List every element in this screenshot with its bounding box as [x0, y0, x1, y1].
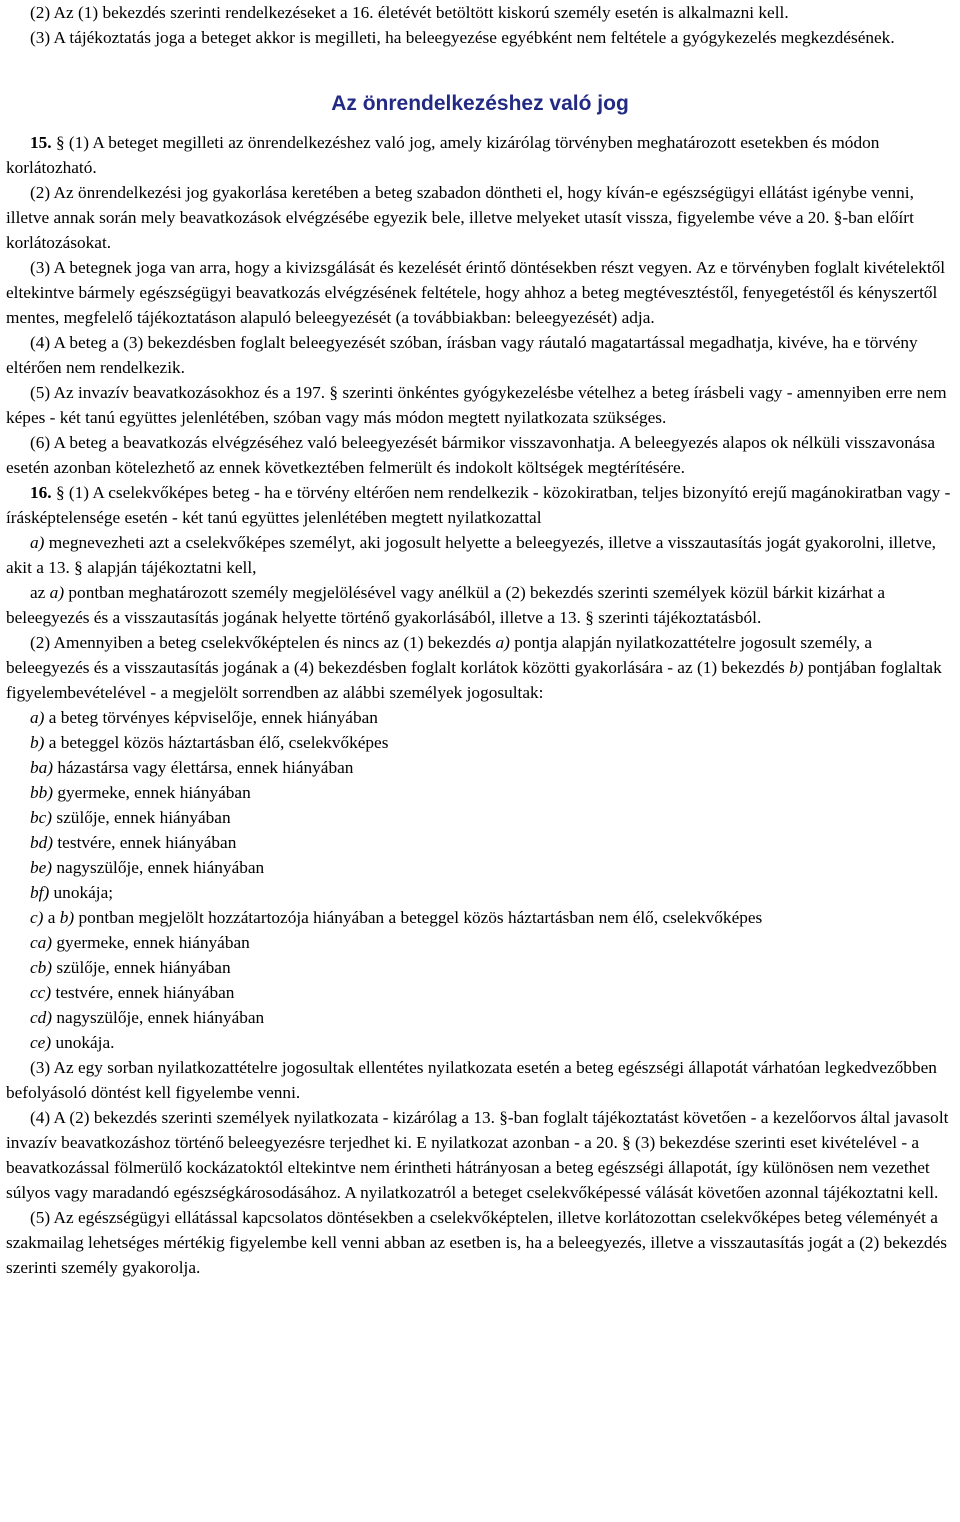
list-item — [30, 855, 954, 880]
item-marker: a) — [30, 708, 45, 727]
section-heading: Az önrendelkezéshez való jog — [331, 92, 629, 115]
list-item — [30, 930, 954, 955]
point-prefix: az — [30, 583, 46, 602]
s15-paragraph-5: (5) Az invazív beavatkozásokhoz és a 197. § szerinti önkéntes gyógykezelésbe vételhez a beteg írásbeli vagy - amennyiben erre nem képes - két tanú együttes jelenlétében, szóban vagy más módon megtett nyilatkozata szükséges. — [6, 383, 947, 427]
s15-p1-text: § (1) A beteget megilleti az önrendelkezéshez való jog, amely kizárólag törvényben meghatározott esetekben és módon korlátozható. — [6, 133, 880, 177]
item-marker: bf) — [30, 883, 50, 902]
s16-paragraph-3: (3) Az egy sorban nyilatkozattételre jogosultak ellentétes nyilatkozata esetén a beteg egészségi állapotát várhatóan legkedvezőbben befolyásoló döntést kell figyelembe venni. — [6, 1058, 937, 1102]
item-text: szülője, ennek hiányában — [56, 958, 231, 977]
item-marker: bb) — [30, 783, 54, 802]
list-item — [30, 730, 954, 755]
item-marker: bd) — [30, 833, 54, 852]
item-marker: cd) — [30, 1008, 53, 1027]
point-text: megnevezheti azt a cselekvőképes személyt, aki jogosult helyette a beleegyezés, illetve a visszautasítás jogát gyakorolni, illetve, akit a 13. § alapján tájékoztatni kell, — [6, 533, 936, 577]
s16-paragraph-2 — [6, 630, 954, 705]
list-item — [30, 805, 954, 830]
s15-paragraph-1 — [6, 130, 954, 180]
item-text: nagyszülője, ennek hiányában — [56, 858, 265, 877]
s16-paragraph-1 — [6, 480, 954, 530]
item-prefix: a — [47, 908, 56, 927]
list-item — [30, 880, 954, 905]
list-item — [30, 955, 954, 980]
item-marker: ba) — [30, 758, 54, 777]
section-number-15: 15. — [30, 133, 52, 152]
s15-paragraph-2: (2) Az önrendelkezési jog gyakorlása keretében a beteg szabadon döntheti el, hogy kíván-e egészségügyi ellátást igénybe venni, illetve annak során mely beavatkozások elvégzésébe egyezik bele, illetve melyeket utasít vissza, figyelembe véve a 20. §-ban előírt korlátozásokat. — [6, 183, 914, 252]
item-text: a beteggel közös háztartásban élő, cselekvőképes — [48, 733, 389, 752]
s15-paragraph-6: (6) A beteg a beavatkozás elvégzéséhez való beleegyezését bármikor visszavonhatja. A beleegyezés alapos ok nélküli visszavonása esetén azonban kötelezhető az ennek következtében felmerült és indokolt költségek megtérítésére. — [6, 433, 935, 477]
item-text: testvére, ennek hiányában — [55, 983, 235, 1002]
item-marker: b) — [30, 733, 45, 752]
item-text: gyermeke, ennek hiányában — [57, 783, 251, 802]
item-marker: cc) — [30, 983, 52, 1002]
list-item — [30, 705, 954, 730]
list-item — [30, 980, 954, 1005]
s16-point-b — [6, 580, 954, 630]
paragraph-2: (2) Az (1) bekezdés szerinti rendelkezéseket a 16. életévét betöltött kiskorú személy esetén is alkalmazni kell. — [30, 3, 789, 22]
point-reference: a) — [495, 633, 510, 652]
item-text: nagyszülője, ennek hiányában — [56, 1008, 265, 1027]
item-text: gyermeke, ennek hiányában — [56, 933, 250, 952]
item-text: testvére, ennek hiányában — [57, 833, 237, 852]
item-text: unokája; — [53, 883, 114, 902]
item-text: a beteg törvényes képviselője, ennek hiányában — [48, 708, 378, 727]
s15-paragraph-4: (4) A beteg a (3) bekezdésben foglalt beleegyezését szóban, írásban vagy ráutaló magatartással megadhatja, kivéve, ha e törvény eltérően nem rendelkezik. — [6, 333, 918, 377]
point-marker: a) — [30, 533, 45, 552]
p2-text-part: pontja alapján nyilatkozattételre jogosult személy, a beleegyezés és a visszautasítás jogának a (4) bekezdésben foglalt korlátok közötti gyakorlására - az (1) bekezdés — [6, 633, 873, 677]
point-text: pontban meghatározott személy megjelölésével vagy anélkül a (2) bekezdés szerinti személyek közül bárkit kizárhat a beleegyezés és a visszautasítás jogának helyette történő gyakorlásából, illetve a 13. § szerinti tájékoztatásból. — [6, 583, 886, 627]
paragraph-3: (3) A tájékoztatás joga a beteget akkor is megilleti, ha beleegyezése egyébként nem feltétele a gyógykezelés megkezdésének. — [30, 28, 895, 47]
list-item — [30, 1030, 954, 1055]
s16-paragraph-5: (5) Az egészségügyi ellátással kapcsolatos döntésekben a cselekvőképtelen, illetve korlátozottan cselekvőképes beteg véleményét a szakmailag lehetséges mértékig figyelembe kell venni abban az esetben is, ha a beleegyezés, illetve a visszautasítás jogát a (2) bekezdés szerinti személy gyakorolja. — [6, 1208, 947, 1277]
s16-paragraph-4: (4) A (2) bekezdés szerinti személyek nyilatkozata - kizárólag a 13. §-ban foglalt tájékoztatást követően - a kezelőorvos által javasolt invazív beavatkozáshoz történő beleegyezésre terjedhet ki. E nyilatkozat azonban - a 20. § (3) bekezdése szerinti eset kivételével - a beavatkozással fölmerülő kockázatoktól eltekintve nem érintheti hátrányosan a beteg egészségi állapotát, így különösen nem vezethet súlyos vagy maradandó egészségkárosodásához. A nyilatkozatról a beteget cselekvőképessé válását követően azonnal tájékoztatni kell. — [6, 1108, 949, 1202]
item-marker: be) — [30, 858, 53, 877]
list-item — [30, 1005, 954, 1030]
point-reference: b) — [789, 658, 804, 677]
item-text: pontban megjelölt hozzátartozója hiányában a beteggel közös háztartásban nem élő, cselekvőképes — [78, 908, 763, 927]
item-text: unokája. — [55, 1033, 115, 1052]
list-item — [30, 755, 954, 780]
p2-text-part: (2) Amennyiben a beteg cselekvőképtelen és nincs az (1) bekezdés — [30, 633, 492, 652]
s16-point-a — [6, 530, 954, 580]
s15-paragraph-3: (3) A betegnek joga van arra, hogy a kivizsgálását és kezelését érintő döntésekben részt vegyen. Az e törvényben foglalt kivételektől eltekintve bármely egészségügyi beavatkozás elvégzésének feltétele, hogy ahhoz a beteg megtévesztéstől, fenyegetéstől és kényszertől mentes, megfelelő tájékoztatáson alapuló beleegyezését (a továbbiakban: beleegyezését) adja. — [6, 258, 946, 327]
point-reference: a) — [49, 583, 65, 602]
item-marker: ca) — [30, 933, 53, 952]
p2-text-part: pontjában foglaltak figyelembevételével - a megjelölt sorrendben az alábbi személyek jogosultak: — [6, 658, 942, 702]
list-item-c — [30, 905, 954, 930]
list-item — [30, 780, 954, 805]
item-marker: ce) — [30, 1033, 52, 1052]
section-number-16: 16. — [30, 483, 52, 502]
item-marker: cb) — [30, 958, 53, 977]
point-reference: b) — [59, 908, 75, 927]
item-text: szülője, ennek hiányában — [56, 808, 231, 827]
item-text: házastársa vagy élettársa, ennek hiányában — [57, 758, 354, 777]
list-item — [30, 830, 954, 855]
s16-p1-text: § (1) A cselekvőképes beteg - ha e törvény eltérően nem rendelkezik - közokiratban, teljes bizonyító erejű magánokiratban vagy - írásképtelensége esetén - két tanú együttes jelenlétében megtett nyilatkozattal — [6, 483, 951, 527]
item-marker: bc) — [30, 808, 53, 827]
item-marker: c) — [30, 908, 44, 927]
